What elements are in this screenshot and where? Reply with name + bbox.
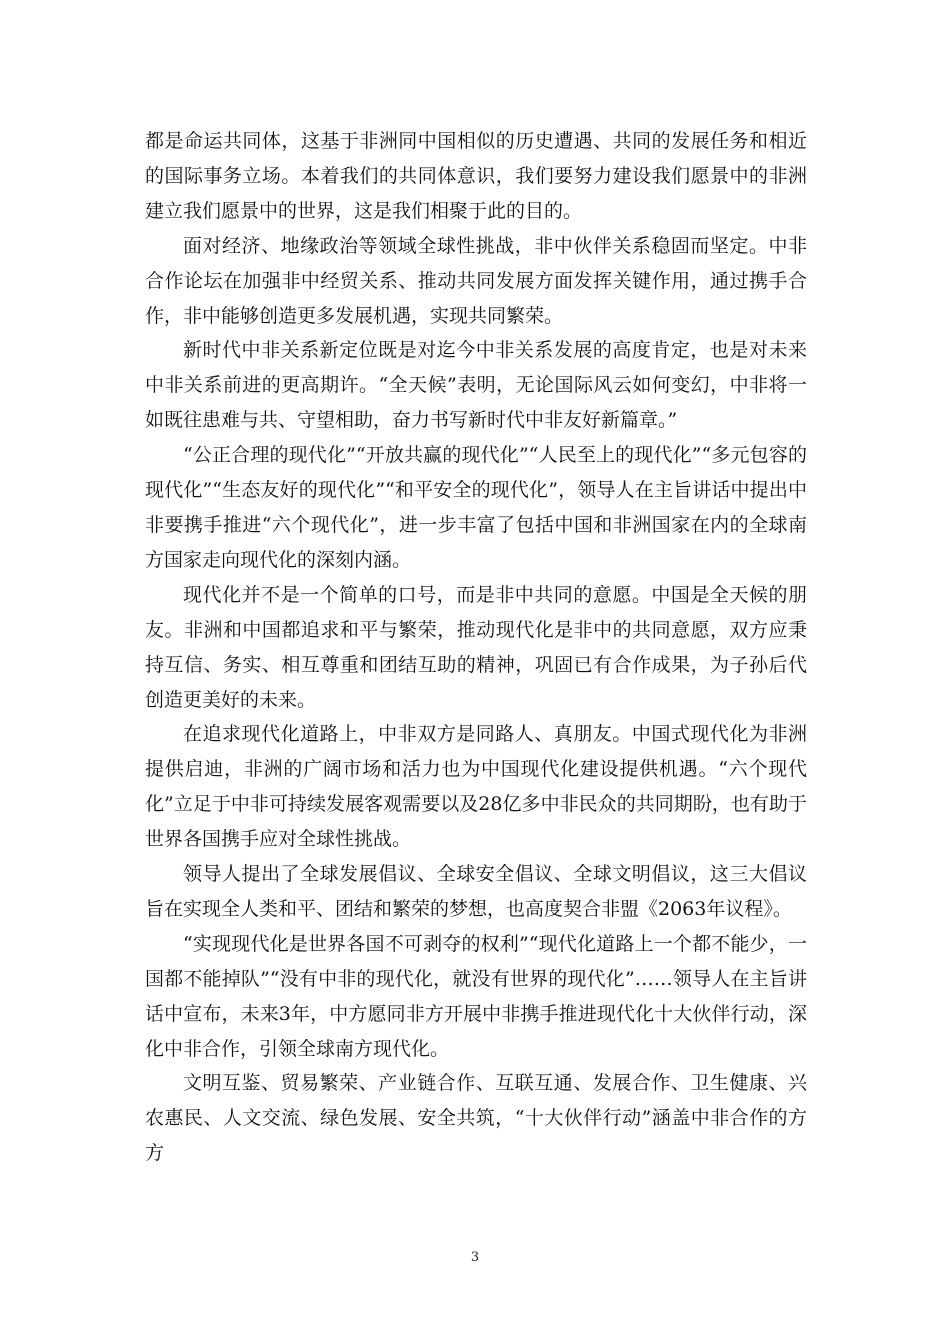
body-text: [145, 124, 807, 1171]
paragraph-5: 现代化并不是一个简单的口号，而是非中共同的意愿。中国是全天候的朋友。非洲和中国都追求和平与繁荣，推动现代化是非中的共同意愿，双方应秉持互信、务实、相互尊重和团结互助的精神，巩固已有合作成果，为子孙后代创造更美好的未来。: [145, 583, 807, 711]
paragraph-6: 在追求现代化道路上，中非双方是同路人、真朋友。中国式现代化为非洲提供启迪，非洲的广阔市场和活力也为中国现代化建设提供机遇。“六个现代化”立足于中非可持续发展客观需要以及28亿多中非民众的共同期盼，也有助于世界各国携手应对全球性挑战。: [145, 723, 807, 851]
paragraph-7: 领导人提出了全球发展倡议、全球安全倡议、全球文明倡议，这三大倡议旨在实现全人类和平、团结和繁荣的梦想，也高度契合非盟《2063年议程》。: [145, 863, 807, 920]
paragraph-3: 新时代中非关系新定位既是对迄今中非关系发展的高度肯定，也是对未来中非关系前进的更高期许。“全天候”表明，无论国际风云如何变幻，中非将一如既往患难与共、守望相助，奋力书写新时代中非友好新篇章。”: [145, 339, 807, 432]
page-number: 3: [470, 1250, 480, 1265]
paragraph-1: 都是命运共同体，这基于非洲同中国相似的历史遭遇、共同的发展任务和相近的国际事务立场。本着我们的共同体意识，我们要努力建设我们愿景中的非洲建立我们愿景中的世界，这是我们相聚于此的目的。: [145, 130, 807, 222]
paragraph-4: “公正合理的现代化”“开放共赢的现代化”“人民至上的现代化”“多元包容的现代化”“生态友好的现代化”“和平安全的现代化”，领导人在主旨讲话中提出中非要携手推进“六个现代化”，进一步丰富了包括中国和非洲国家在内的全球南方国家走向现代化的深刻内涵。: [145, 444, 807, 571]
paragraph-8: “实现现代化是世界各国不可剥夺的权利”“现代化道路上一个都不能少，一国都不能掉队”“没有中非的现代化，就没有世界的现代化”……领导人在主旨讲话中宣布，未来3年，中方愿同非方开展中非携手推进现代化十大伙伴行动，深化中非合作，引领全球南方现代化。: [145, 932, 807, 1060]
paragraph-2: 面对经济、地缘政治等领域全球性挑战，非中伙伴关系稳固而坚定。中非合作论坛在加强非中经贸关系、推动共同发展方面发挥关键作用，通过携手合作，非中能够创造更多发展机遇，实现共同繁荣。: [145, 234, 807, 327]
paragraph-9: 文明互鉴、贸易繁荣、产业链合作、互联互通、发展合作、卫生健康、兴农惠民、人文交流、绿色发展、安全共筑，“十大伙伴行动”涵盖中非合作的方方: [145, 1072, 807, 1165]
